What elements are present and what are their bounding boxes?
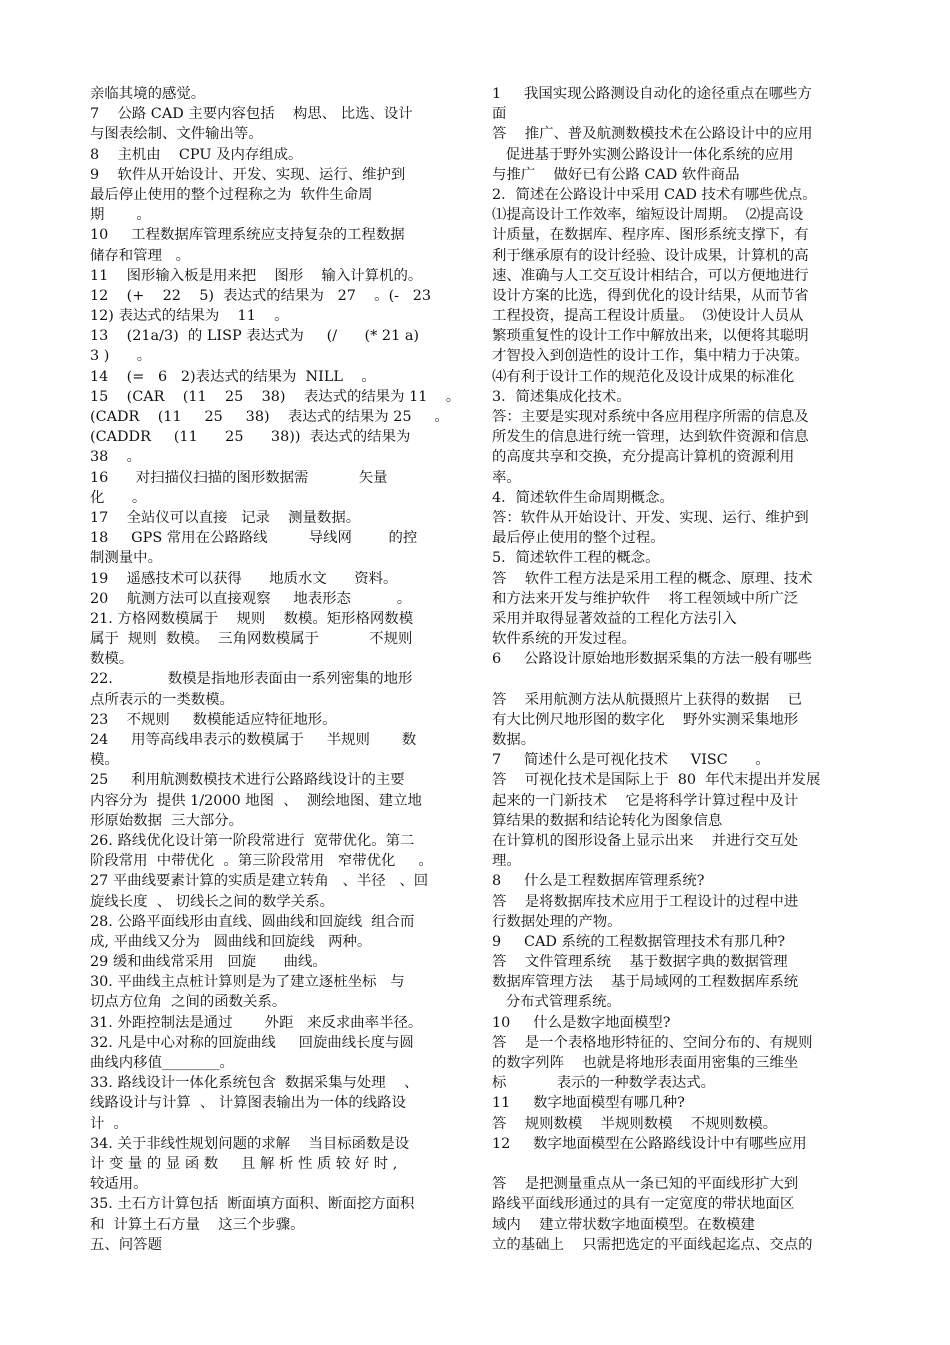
left-text-line: 15 (CAR (11 25 38) 表达式的结果为 11 。 [90, 388, 460, 405]
left-text-line: 较适用。 [90, 1176, 148, 1193]
right-text-line: 面 [492, 106, 507, 123]
left-text-line: 与图表绘制、文件输出等。 [90, 126, 263, 143]
right-text-line: 10 什么是数字地面模型? [492, 1014, 671, 1031]
left-text-line: 最后停止使用的整个过程称之为 软件生命周 [90, 186, 373, 203]
left-text-line: 属于 规则 数模。 三角网数模属于 不规则 [90, 631, 413, 648]
right-text-line: 起来的一门新技术 它是将科学计算过程中及计 [492, 792, 799, 809]
right-text-line: 7 简述什么是可视化技术 VISC 。 [492, 752, 770, 769]
left-text-line: 26. 路线优化设计第一阶段常进行 宽带优化。第二 [90, 832, 415, 849]
right-text-line: 与推广 做好已有公路 CAD 软件商品 [492, 166, 740, 183]
left-text-line: 30. 平曲线主点桩计算则是为了建立逐桩坐标 与 [90, 974, 405, 991]
right-text-line: 答 是一个表格地形特征的、空间分布的、有规则 [492, 1034, 813, 1051]
right-text-line: 分布式管理系统。 [492, 994, 621, 1011]
left-text-line: 33. 路线设计一体化系统包含 数据采集与处理 、 [90, 1075, 419, 1092]
left-text-line: 形原始数据 三大部分。 [90, 812, 244, 829]
right-text-line: 利于继承原有的设计经验、设计成果，计算机的高 [492, 247, 809, 264]
right-column [492, 84, 862, 1255]
right-text-line: 8 什么是工程数据库管理系统? [492, 873, 705, 890]
right-text-line [492, 669, 862, 689]
left-text-line: 24 用等高线串表示的数模属于 半规则 数 [90, 732, 417, 748]
right-text-line [492, 1154, 862, 1174]
left-text-line: 27 平曲线要素计算的实质是建立转角 、半径 、回 [90, 873, 429, 890]
right-text-line: 促进基于野外实测公路设计一体化系统的应用 [492, 146, 794, 163]
left-text-line: 11 图形输入板是用来把 图形 输入计算机的。 [90, 267, 423, 284]
left-text-line: 期 。 [90, 207, 151, 224]
right-text-line: 的数字列阵 也就是将地形表面用密集的三维坐 [492, 1055, 799, 1071]
right-text-line: 有大比例尺地形图的数字化 野外实测采集地形 [492, 711, 799, 728]
left-text-line: 32. 凡是中心对称的回旋曲线 回旋曲线长度与圆 [90, 1034, 414, 1051]
right-text-line: 和方法来开发与维护软件 将工程领域中所广泛 [492, 590, 799, 607]
right-text-line: 答 软件工程方法是采用工程的概念、原理、技术 [492, 570, 813, 587]
left-text-line: 35. 土石方计算包括 断面填方面积、断面挖方面积 [90, 1196, 415, 1213]
left-text-line: 阶段常用 中带优化 。第三阶段常用 窄带优化 。 [90, 853, 433, 870]
left-column [90, 84, 460, 1255]
left-text-line: 制测量中。 [90, 550, 162, 567]
right-text-line: 答：软件从开始设计、开发、实现、运行、维护到 [492, 509, 809, 526]
right-text-line: 理。 [492, 853, 521, 870]
left-text-line: 12) 表达式的结果为 11 。 [90, 308, 289, 325]
left-text-line: (CADDR (11 25 38)) 表达式的结果为 [90, 429, 411, 446]
right-text-line: 11 数字地面模型有哪几种? [492, 1095, 685, 1112]
right-text-line: 软件系统的开发过程。 [492, 631, 636, 648]
right-text-line: 4．简述软件生命周期概念。 [492, 489, 674, 506]
right-text-line: 标 表示的一种数学表达式。 [492, 1075, 716, 1092]
left-text-line: 化 。 [90, 489, 147, 506]
right-text-line: 所发生的信息进行统一管理，达到软件资源和信息 [492, 429, 809, 446]
right-text-line: 答 是把测量重点从一条已知的平面线形扩大到 [492, 1176, 799, 1193]
right-text-line: 12 数字地面模型在公路路线设计中有哪些应用 [492, 1135, 807, 1152]
right-text-line: 工程投资，提高工程设计质量。 ⑶使设计人员从 [492, 308, 804, 325]
left-text-line: 18 GPS 常用在公路路线 导线网 的控 [90, 530, 418, 547]
right-text-line: 才智投入到创造性的设计工作，集中精力于决策。 [492, 348, 809, 365]
left-text-line: 23 不规则 数模能适应特征地形。 [90, 711, 337, 728]
right-text-line: 路线平面线形通过的具有一定宽度的带状地面区 [492, 1196, 795, 1213]
left-text-line: 21. 方格网数模属于 规则 数模。矩形格网数模 [90, 610, 414, 627]
right-text-line: 9 CAD 系统的工程数据管理技术有那几种? [492, 933, 786, 950]
right-text-line: 设计方案的比选，得到优化的设计结果，从而节省 [492, 287, 809, 304]
left-text-line: 10 工程数据库管理系统应支持复杂的工程数据 [90, 227, 405, 244]
right-text-line: 答 规则数模 半规则数模 不规则数模。 [492, 1115, 778, 1132]
left-text-line: 模。 [90, 752, 119, 769]
right-text-line: 1 我国实现公路测设自动化的途径重点在哪些方 [492, 86, 812, 102]
right-text-line: ⑷有利于设计工作的规范化及设计成果的标准化 [492, 368, 795, 385]
left-text-line: 曲线内移值________。 [90, 1055, 234, 1071]
right-text-line: 2．简述在公路设计中采用 CAD 技术有哪些优点。 [492, 186, 817, 203]
right-text-line: 算结果的数据和结论转化为图象信息 [492, 812, 723, 829]
left-text-line: 储存和管理 。 [90, 247, 191, 264]
left-text-line: 13 (21a/3) 的 LISP 表达式为 (/ (* 21 a) [90, 328, 420, 345]
right-text-line: 速、准确与人工交互设计相结合，可以方便地进行 [492, 267, 809, 284]
left-text-line: 25 利用航测数模技术进行公路路线设计的主要 [90, 772, 405, 789]
left-text-line: 14 (= 6 2)表达式的结果为 NILL 。 [90, 368, 376, 385]
right-text-line: 数据库管理方法 基于局域网的工程数据库系统 [492, 974, 799, 991]
right-text-line: ⑴提高设计工作效率，缩短设计周期。 ⑵提高设 [492, 207, 804, 224]
right-text-line: 答 可视化技术是国际上于 80 年代末提出并发展 [492, 772, 821, 789]
right-text-line: 率。 [492, 469, 521, 486]
left-text-line: 7 公路 CAD 主要内容包括 构思、 比选、设计 [90, 106, 413, 123]
left-text-line: 旋线长度 、 切线长之间的数学关系。 [90, 893, 334, 910]
right-text-line: 立的基础上 只需把选定的平面线起迄点、交点的 [492, 1236, 813, 1253]
left-text-line: 22. 数模是指地形表面由一系列密集的地形 [90, 671, 413, 688]
right-text-line: 答 是将数据库技术应用于工程设计的过程中进 [492, 893, 799, 910]
left-text-line: 切点方位角 之间的函数关系。 [90, 994, 287, 1011]
right-text-line: 的高度共享和交换，充分提高计算机的资源利用 [492, 449, 795, 466]
left-text-line: 数模。 [90, 651, 134, 668]
left-text-line: 成, 平曲线又分为 圆曲线和回旋线 两种。 [90, 933, 372, 950]
left-text-line: 五、问答题 [90, 1236, 162, 1253]
left-text-line: 9 软件从开始设计、开发、实现、运行、维护到 [90, 166, 406, 183]
left-text-line: (CADR (11 25 38) 表达式的结果为 25 。 [90, 409, 449, 425]
left-text-line: 17 全站仪可以直接 记录 测量数据。 [90, 509, 361, 526]
left-text-line: 28. 公路平面线形由直线、圆曲线和回旋线 组合而 [90, 913, 415, 930]
right-text-line: 采用并取得显著效益的工程化方法引入 [492, 610, 737, 627]
right-text-line: 最后停止使用的整个过程。 [492, 530, 665, 547]
right-text-line: 答 文件管理系统 基于数据字典的数据管理 [492, 954, 788, 971]
left-text-line: 34. 关于非线性规划问题的求解 当目标函数是设 [90, 1135, 410, 1152]
right-text-line: 答：主要是实现对系统中各应用程序所需的信息及 [492, 409, 809, 425]
right-text-line: 在计算机的图形设备上显示出来 并进行交互处 [492, 832, 799, 849]
left-text-line: 线路设计与计算 、 计算图表输出为一体的线路设 [90, 1095, 406, 1112]
left-text-line: 3 ) 。 [90, 348, 152, 365]
left-text-line: 29 缓和曲线常采用 回旋 曲线。 [90, 954, 327, 971]
right-text-line: 计质量，在数据库、程序库、图形系统支撑下，有 [492, 227, 809, 244]
right-text-line: 6 公路设计原始地形数据采集的方法一般有哪些 [492, 651, 812, 668]
right-text-line: 3．简述集成化技术。 [492, 388, 631, 405]
right-text-line: 数据。 [492, 732, 536, 748]
left-text-line: 16 对扫描仪扫描的图形数据需 矢量 [90, 469, 388, 486]
right-text-line: 答 推广、普及航测数模技术在公路设计中的应用 [492, 126, 813, 143]
right-text-line: 答 采用航测方法从航摄照片上获得的数据 已 [492, 691, 803, 708]
left-text-line: 点所表示的一类数模。 [90, 691, 234, 708]
right-text-line: 繁琐重复性的设计工作中解放出来，以便将其聪明 [492, 328, 809, 345]
left-text-line: 计 变 量 的 显 函 数 且 解 析 性 质 较 好 时 , [90, 1155, 398, 1172]
left-text-line: 计 。 [90, 1115, 128, 1132]
left-text-line: 31. 外距控制法是通过 外距 来反求曲率半径。 [90, 1014, 423, 1031]
left-text-line: 19 遥感技术可以获得 地质水文 资料。 [90, 570, 398, 587]
right-text-line: 域内 建立带状数字地面模型。在数模建 [492, 1216, 755, 1233]
right-text-line: 行数据处理的产物。 [492, 913, 622, 930]
left-text-line: 和 计算土石方量 这三个步骤。 [90, 1216, 305, 1233]
left-text-line: 亲临其境的感觉。 [90, 86, 206, 102]
left-text-line: 内容分为 提供 1/2000 地图 、 测绘地图、建立地 [90, 792, 422, 809]
right-text-line: 5．简述软件工程的概念。 [492, 550, 660, 567]
left-text-line: 8 主机由 CPU 及内存组成。 [90, 146, 303, 163]
left-text-line: 20 航测方法可以直接观察 地表形态 。 [90, 590, 412, 607]
left-text-line: 38 。 [90, 449, 141, 466]
left-text-line: 12 (+ 22 5) 表达式的结果为 27 。(- 23 [90, 287, 432, 304]
